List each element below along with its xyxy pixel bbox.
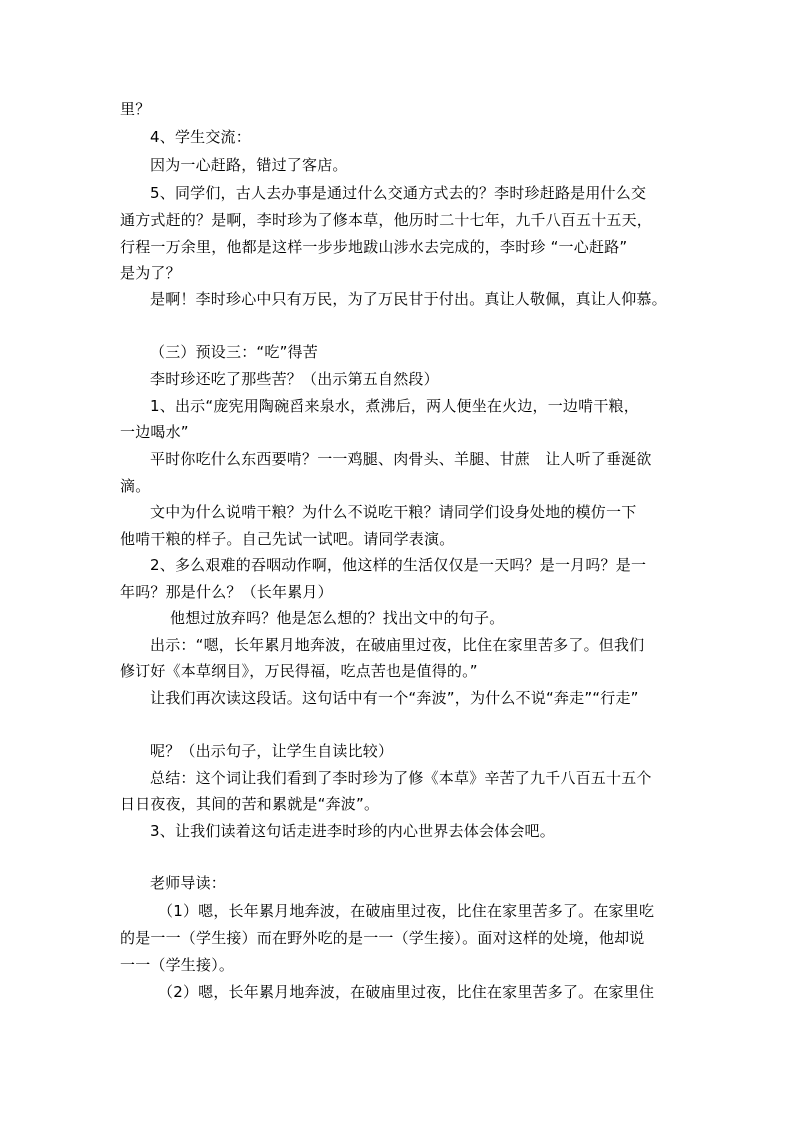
text-line: 滴。 [120,477,151,495]
text-line: （1）嗯，长年累月地奔波，在破庙里过夜，比住在家里苦多了。在家里吃 [158,902,655,920]
text-line: 的是一一（学生接）而在野外吃的是一一（学生接）。面对这样的处境，他却说 [120,929,645,947]
text-line: 李时珍还吃了那些苦？（出示第五自然段） [150,370,439,388]
text-line: 通方式赶的？是啊，李时珍为了修本草，他历时二十七年，九千八百五十五天， [120,211,653,229]
text-line: 是啊！李时珍心中只有万民，为了万民甘于付出。真让人敬佩，真让人仰慕。 [150,290,667,308]
text-line: 5、同学们，古人去办事是通过什么交通方式去的？李时珍赶路是用什么交 [150,184,647,202]
text-line: （2）嗯，长年累月地奔波，在破庙里过夜，比住在家里苦多了。在家里住 [158,983,655,1001]
text-line: 因为一心赶路，错过了客店。 [150,156,348,174]
text-line: 让我们再次读这段话。这句话中有一个“奔波”，为什么不说“奔走”“行走” [150,689,639,707]
text-line: 里？ [120,100,151,118]
text-line: 一边喝水” [120,423,189,441]
text-line: 2、多么艰难的吞咽动作啊，他这样的生活仅仅是一天吗？是一月吗？是一 [150,556,647,574]
text-line: 1、出示“庞宪用陶碗舀来泉水，煮沸后，两人便坐在火边，一边啃干粮， [150,397,639,415]
section-heading: （三）预设三：“吃”得苦 [150,343,318,361]
text-line: 一一（学生接）。 [120,956,235,974]
text-line: 3、让我们读着这句话走进李时珍的内心世界去体会体会吧。 [150,822,555,840]
text-line: 文中为什么说啃干粮？为什么不说吃干粮？请同学们设身处地的模仿一下 [150,503,637,521]
text-line: 出示：“嗯，长年累月地奔波，在破庙里过夜，比住在家里苦多了。但我们 [150,636,645,654]
text-line: 4、学生交流： [150,128,251,146]
text-line: 行程一万余里，他都是这样一步步地跋山涉水去完成的，李时珍 “一心赶路” [120,238,628,256]
text-line: 日日夜夜，其间的苦和累就是“奔波”。 [120,795,380,813]
text-line: 他啃干粮的样子。自己先试一试吧。请同学表演。 [120,530,455,548]
text-line: 年吗？那是什么？（长年累月） [120,583,333,601]
text-line: 老师导读： [150,874,227,892]
text-line: 他想过放弃吗？他是怎么想的？找出文中的句子。 [170,609,505,627]
text-line: 是为了？ [120,264,181,282]
text-line: 总结：这个词让我们看到了李时珍为了修《本草》辛苦了九千八百五十五个 [150,769,652,787]
text-line: 呢？（出示句子，让学生自读比较） [150,742,394,760]
text-line: 平时你吃什么东西要啃？一一鸡腿、肉骨头、羊腿、甘蔗 让人听了垂涎欲 [150,450,652,468]
text-line: 修订好《本草纲目》，万民得福，吃点苦也是值得的。” [120,662,478,680]
